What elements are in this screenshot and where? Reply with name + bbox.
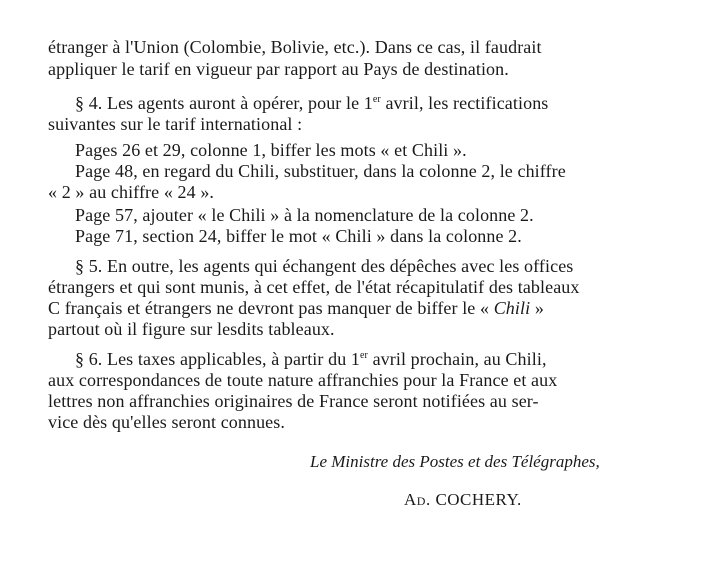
section4-line-1: § 4. Les agents auront à opérer, pour le 1er avril, les rectifications: [75, 93, 549, 113]
section4-item-3: Page 57, ajouter « le Chili » à la nomenclature de la colonne 2.: [75, 205, 534, 225]
intro-line-2: appliquer le tarif en vigueur par rapport au Pays de destination.: [48, 59, 509, 79]
section4-line-2: suivantes sur le tarif international :: [48, 114, 303, 134]
section6-line-4: vice dès qu'elles seront connues.: [48, 412, 285, 432]
intro-line-1: étranger à l'Union (Colombie, Bolivie, etc.). Dans ce cas, il faudrait: [48, 37, 542, 57]
section6-line-2: aux correspondances de toute nature affranchies pour la France et aux: [48, 370, 558, 390]
section5-line-3: C français et étrangers ne devront pas manquer de biffer le « Chili »: [48, 298, 544, 318]
section6-line-3: lettres non affranchies originaires de France seront notifiées au ser-: [48, 391, 539, 411]
section5-line-2: étrangers et qui sont munis, à cet effet, de l'état récapitulatif des tableaux: [48, 277, 580, 297]
signature-name: Ad. COCHERY.: [404, 490, 522, 509]
section4-item-1: Pages 26 et 29, colonne 1, biffer les mots « et Chili ».: [75, 140, 467, 160]
section4-item-2-line-1: Page 48, en regard du Chili, substituer, dans la colonne 2, le chiffre: [75, 161, 566, 181]
section4-item-4: Page 71, section 24, biffer le mot « Chili » dans la colonne 2.: [75, 226, 522, 246]
section4-item-2-line-2: « 2 » au chiffre « 24 ».: [48, 182, 215, 202]
section6-line-1: § 6. Les taxes applicables, à partir du 1er avril prochain, au Chili,: [75, 349, 547, 369]
signature-title: Le Ministre des Postes et des Télégraphes,: [310, 452, 600, 471]
section5-line-4: partout où il figure sur lesdits tableaux.: [48, 319, 335, 339]
section5-line-1: § 5. En outre, les agents qui échangent des dépêches avec les offices: [75, 256, 574, 276]
